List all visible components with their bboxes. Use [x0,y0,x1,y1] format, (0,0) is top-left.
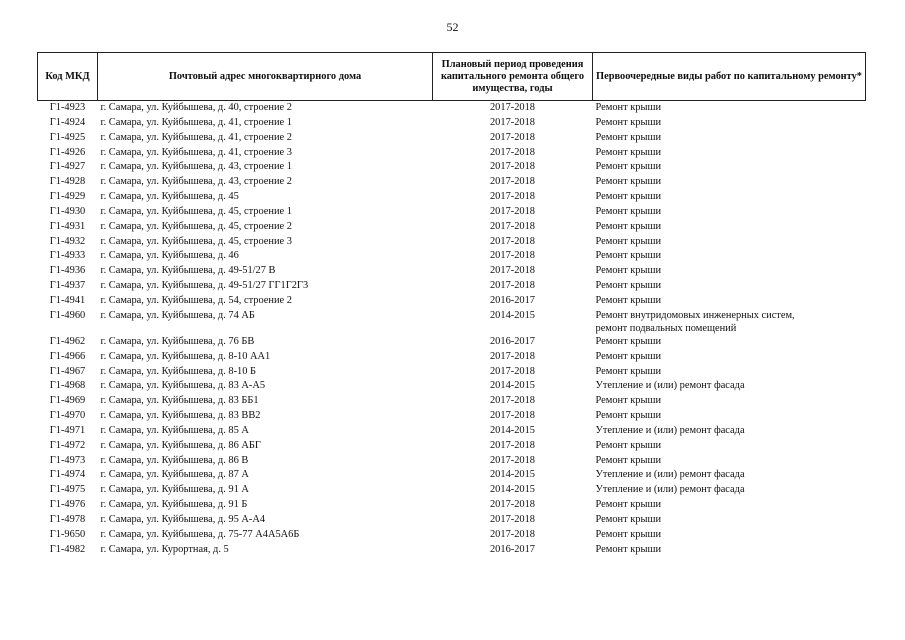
cell-work [593,454,866,469]
work-line: Ремонт крыши [595,454,662,466]
table-row [38,249,866,264]
cell-address: г. Самара, ул. Куйбышева, д. 83 А-А5 [100,380,266,392]
cell-code: Г1-4924 [49,116,86,128]
cell-work [593,409,866,424]
work-line: Ремонт крыши [595,265,662,277]
cell-period: 2017-2018 [489,528,536,540]
cell-period: 2017-2018 [489,161,536,173]
cell-work [593,513,866,528]
page-number: 52 [446,20,459,34]
cell-address: г. Самара, ул. Куйбышева, д. 83 ББ1 [100,395,259,407]
cell-work [593,190,866,205]
work-line: Ремонт крыши [595,543,662,555]
cell-period: 2017-2018 [489,265,536,277]
header-works: Первоочередные виды работ по капитальному ремонту* [593,53,866,101]
cell-address: г. Самара, ул. Куйбышева, д. 83 ВВ2 [100,410,261,422]
table-row [38,160,866,175]
cell-address: г. Самара, ул. Куйбышева, д. 41, строение 3 [100,146,292,158]
cell-period: 2016-2017 [489,294,536,306]
capital-repair-table [37,52,866,557]
cell-code: Г1-4976 [49,499,86,511]
cell-address: г. Самара, ул. Куйбышева, д. 86 В [100,454,249,466]
table-row [38,409,866,424]
table-row [38,483,866,498]
table-row [38,424,866,439]
cell-code: Г1-4969 [49,395,86,407]
cell-address: г. Самара, ул. Куйбышева, д. 40, строение 2 [100,102,292,113]
cell-period: 2017-2018 [489,513,536,525]
cell-address: г. Самара, ул. Куйбышева, д. 95 А-А4 [100,513,266,525]
work-line: Ремонт крыши [595,205,662,217]
work-line: Утепление и (или) ремонт фасада [595,484,745,496]
cell-work [593,131,866,146]
work-line: Ремонт крыши [595,528,662,540]
table-row [38,220,866,235]
work-line: Ремонт крыши [595,116,662,128]
work-line: Ремонт крыши [595,365,662,377]
cell-period: 2017-2018 [489,499,536,511]
cell-work [593,235,866,250]
cell-address: г. Самара, ул. Куйбышева, д. 49-51/27 ГГ1Г2Г3 [100,280,309,292]
cell-period: 2017-2018 [489,350,536,362]
table-row [38,379,866,394]
table-row [38,454,866,469]
table-row [38,294,866,309]
table-row [38,309,866,335]
header-address: Почтовый адрес многоквартирного дома [98,53,433,101]
cell-period: 2017-2018 [489,410,536,422]
work-line: Ремонт крыши [595,250,662,262]
cell-work [593,439,866,454]
cell-work [593,205,866,220]
cell-period: 2017-2018 [489,131,536,143]
work-line: Ремонт крыши [595,439,662,451]
cell-address: г. Самара, ул. Куйбышева, д. 86 АБГ [100,439,261,451]
work-line: Ремонт крыши [595,176,662,188]
work-line: Ремонт крыши [595,410,662,422]
cell-period: 2017-2018 [489,250,536,262]
work-line: Утепление и (или) ремонт фасада [595,469,745,481]
cell-work [593,379,866,394]
cell-address: г. Самара, ул. Куйбышева, д. 45 [100,191,239,203]
table-row [38,279,866,294]
cell-address: г. Самара, ул. Куйбышева, д. 91 Б [100,499,248,511]
cell-address: г. Самара, ул. Куйбышева, д. 75-77 А4А5А6Б [100,528,300,540]
cell-work [593,116,866,131]
cell-work [593,483,866,498]
cell-work [593,175,866,190]
cell-code: Г1-4982 [49,543,86,555]
cell-code: Г1-4967 [49,365,86,377]
work-line: Ремонт крыши [595,235,662,247]
work-line: Ремонт крыши [595,350,662,362]
cell-address: г. Самара, ул. Куйбышева, д. 87 А [100,469,249,481]
cell-code: Г1-4933 [49,250,86,262]
header-period: Плановый период проведения капитального ремонта общего имущества, годы [433,53,593,101]
cell-code: Г1-4926 [49,146,86,158]
table-row [38,543,866,558]
cell-period: 2017-2018 [489,220,536,232]
cell-period: 2017-2018 [489,146,536,158]
cell-work [593,101,866,116]
cell-work [593,424,866,439]
cell-address: г. Самара, ул. Куйбышева, д. 45, строение 3 [100,235,292,247]
cell-code: Г1-4929 [49,191,86,203]
cell-code: Г1-4968 [49,380,86,392]
table-row [38,350,866,365]
work-line: Ремонт крыши [595,395,662,407]
cell-period: 2016-2017 [489,543,536,555]
cell-work [593,160,866,175]
cell-address: г. Самара, ул. Куйбышева, д. 43, строение 2 [100,176,292,188]
table-row [38,146,866,161]
cell-work [593,365,866,380]
table-row [38,365,866,380]
cell-code: Г1-9650 [49,528,86,540]
cell-work [593,279,866,294]
cell-period: 2014-2015 [489,309,536,321]
work-line: Ремонт крыши [595,191,662,203]
cell-address: г. Самара, ул. Куйбышева, д. 45, строение 1 [100,205,292,217]
cell-code: Г1-4962 [49,335,86,347]
table-row [38,513,866,528]
table-header-row [38,53,866,101]
cell-code: Г1-4970 [49,410,86,422]
table-row [38,116,866,131]
cell-period: 2017-2018 [489,235,536,247]
cell-address: г. Самара, ул. Куйбышева, д. 54, строение 2 [100,294,292,306]
table-row [38,335,866,350]
cell-work [593,146,866,161]
cell-work [593,309,866,335]
cell-work [593,468,866,483]
work-line: Ремонт крыши [595,131,662,143]
cell-address: г. Самара, ул. Курортная, д. 5 [100,543,229,555]
work-line: Ремонт крыши [595,499,662,511]
cell-address: г. Самара, ул. Куйбышева, д. 49-51/27 В [100,265,276,277]
table-row [38,439,866,454]
cell-period: 2017-2018 [489,365,536,377]
table-row [38,205,866,220]
cell-code: Г1-4930 [49,205,86,217]
work-line: Ремонт крыши [595,146,662,158]
cell-period: 2017-2018 [489,395,536,407]
work-line: Ремонт крыши [595,102,662,113]
table-body [38,101,866,558]
cell-code: Г1-4931 [49,220,86,232]
work-line: Утепление и (или) ремонт фасада [595,380,745,392]
cell-code: Г1-4932 [49,235,86,247]
table-row [38,101,866,116]
work-line: Ремонт внутридомовых инженерных систем, [595,309,795,321]
cell-address: г. Самара, ул. Куйбышева, д. 45, строение 2 [100,220,292,232]
cell-period: 2016-2017 [489,335,536,347]
cell-address: г. Самара, ул. Куйбышева, д. 8-10 АА1 [100,350,271,362]
cell-work [593,249,866,264]
work-line: Ремонт крыши [595,294,662,306]
cell-code: Г1-4973 [49,454,86,466]
work-line: Ремонт крыши [595,335,662,347]
cell-address: г. Самара, ул. Куйбышева, д. 74 АБ [100,309,255,321]
table-row [38,190,866,205]
cell-period: 2014-2015 [489,484,536,496]
cell-code: Г1-4975 [49,484,86,496]
cell-period: 2017-2018 [489,439,536,451]
table-row [38,235,866,250]
cell-address: г. Самара, ул. Куйбышева, д. 76 БВ [100,335,255,347]
cell-address: г. Самара, ул. Куйбышева, д. 8-10 Б [100,365,257,377]
cell-address: г. Самара, ул. Куйбышева, д. 91 А [100,484,249,496]
cell-period: 2017-2018 [489,176,536,188]
cell-address: г. Самара, ул. Куйбышева, д. 43, строение 1 [100,161,292,173]
cell-code: Г1-4925 [49,131,86,143]
cell-period: 2017-2018 [489,191,536,203]
cell-period: 2014-2015 [489,424,536,436]
work-line: ремонт подвальных помещений [595,322,737,334]
cell-work [593,528,866,543]
table-row [38,468,866,483]
cell-code: Г1-4936 [49,265,86,277]
cell-period: 2017-2018 [489,454,536,466]
cell-code: Г1-4971 [49,424,86,436]
cell-code: Г1-4966 [49,350,86,362]
table-row [38,394,866,409]
cell-code: Г1-4974 [49,469,86,481]
cell-code: Г1-4972 [49,439,86,451]
cell-work [593,350,866,365]
cell-work [593,220,866,235]
cell-work [593,543,866,558]
cell-period: 2014-2015 [489,380,536,392]
work-line: Ремонт крыши [595,513,662,525]
header-code: Код МКД [38,53,98,101]
table-row [38,528,866,543]
table-row [38,131,866,146]
cell-code: Г1-4928 [49,176,86,188]
table-row [38,498,866,513]
cell-address: г. Самара, ул. Куйбышева, д. 41, строение 1 [100,116,292,128]
cell-work [593,335,866,350]
cell-period: 2017-2018 [489,205,536,217]
table-row [38,264,866,279]
cell-address: г. Самара, ул. Куйбышева, д. 46 [100,250,239,262]
cell-code: Г1-4941 [49,294,86,306]
cell-work [593,294,866,309]
cell-code: Г1-4937 [49,280,86,292]
work-line: Ремонт крыши [595,220,662,232]
cell-address: г. Самара, ул. Куйбышева, д. 85 А [100,424,249,436]
cell-period: 2014-2015 [489,469,536,481]
cell-code: Г1-4927 [49,161,86,173]
cell-work [593,498,866,513]
work-line: Ремонт крыши [595,161,662,173]
cell-code: Г1-4923 [49,102,86,113]
table-row [38,175,866,190]
cell-period: 2017-2018 [489,102,536,113]
work-line: Ремонт крыши [595,280,662,292]
cell-period: 2017-2018 [489,280,536,292]
cell-period: 2017-2018 [489,116,536,128]
cell-code: Г1-4960 [49,309,86,321]
work-line: Утепление и (или) ремонт фасада [595,424,745,436]
cell-code: Г1-4978 [49,513,86,525]
cell-work [593,394,866,409]
cell-work [593,264,866,279]
cell-address: г. Самара, ул. Куйбышева, д. 41, строение 2 [100,131,292,143]
